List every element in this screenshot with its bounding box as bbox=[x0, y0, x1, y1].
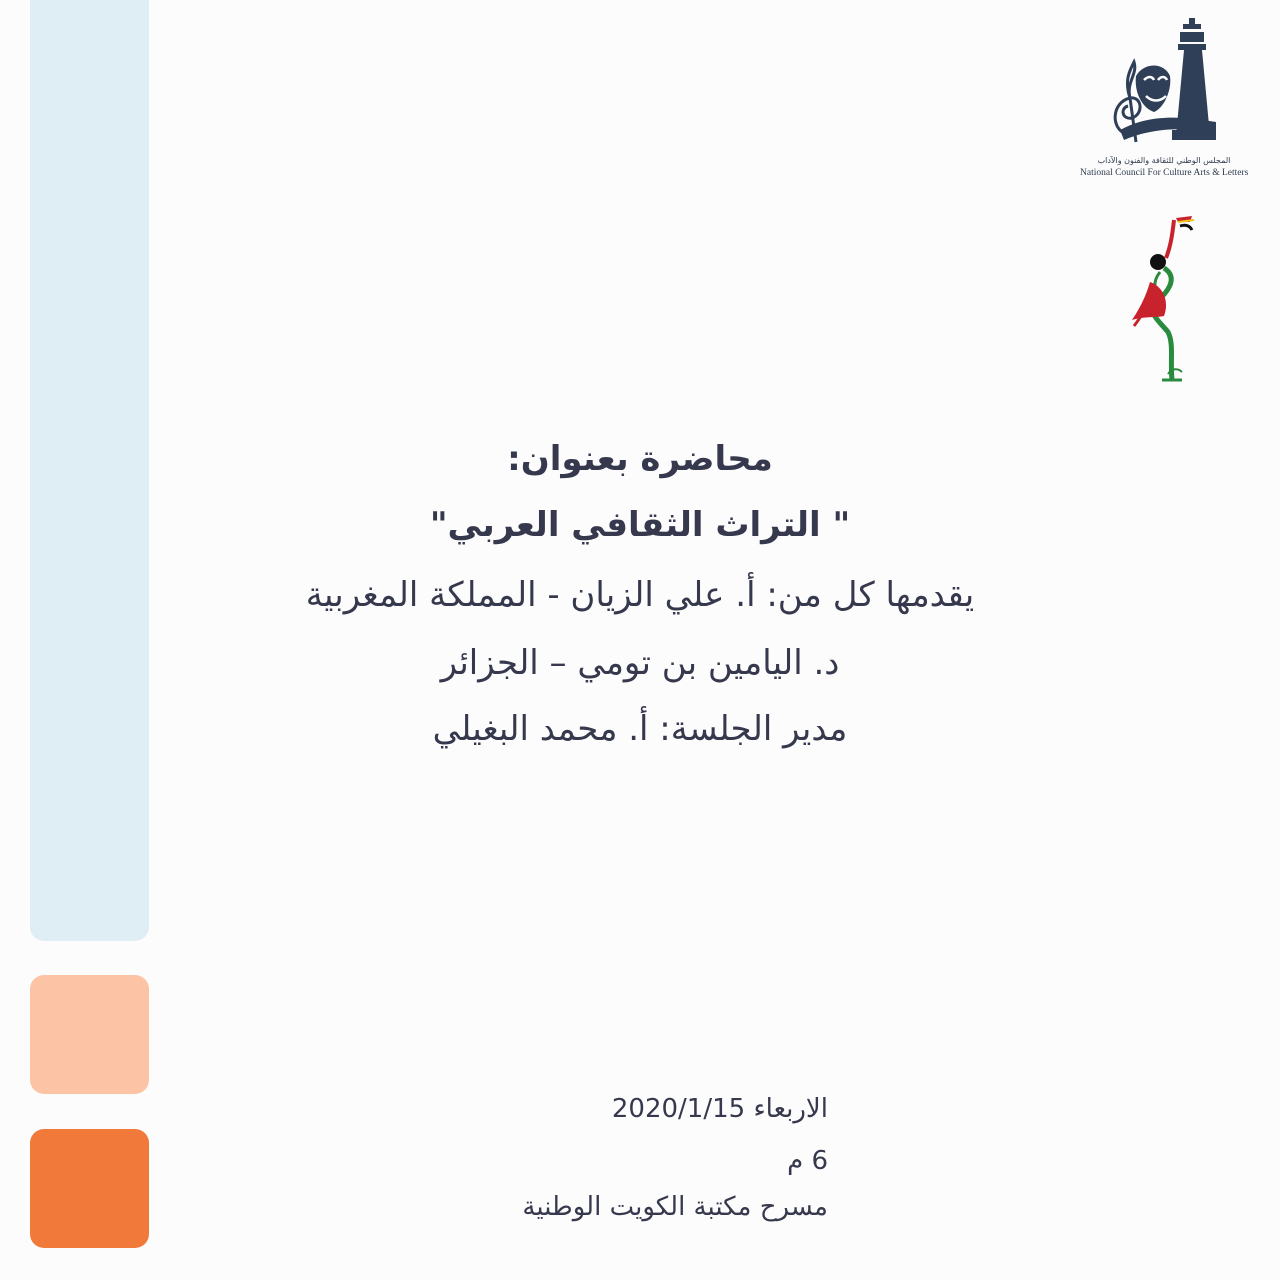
decorative-peach-square bbox=[30, 975, 149, 1094]
dancer-figure-icon bbox=[1120, 212, 1210, 392]
presenters-line-2: د. اليامين بن تومي – الجزائر bbox=[440, 643, 840, 683]
lecture-heading: محاضرة بعنوان: bbox=[507, 439, 773, 479]
event-date: الاربعاء 2020/1/15 bbox=[611, 1094, 828, 1124]
festival-logo bbox=[1120, 212, 1210, 392]
presenters-line-1: يقدمها كل من: أ. علي الزيان - المملكة المغربية bbox=[305, 575, 975, 615]
council-arabic-name: المجلس الوطني للثقافة والفنون والآداب bbox=[1097, 156, 1231, 165]
national-council-logo bbox=[1080, 18, 1248, 178]
council-english-name: National Council For Culture Arts & Letters bbox=[1080, 168, 1249, 178]
lecture-title: " التراث الثقافي العربي" bbox=[429, 505, 851, 545]
event-time: 6 م bbox=[787, 1146, 828, 1176]
event-venue: مسرح مكتبة الكويت الوطنية bbox=[522, 1192, 828, 1222]
decorative-orange-square bbox=[30, 1129, 149, 1248]
session-moderator: مدير الجلسة: أ. محمد البغيلي bbox=[432, 709, 848, 749]
decorative-blue-bar bbox=[30, 0, 149, 941]
council-emblem-icon bbox=[1080, 18, 1248, 158]
